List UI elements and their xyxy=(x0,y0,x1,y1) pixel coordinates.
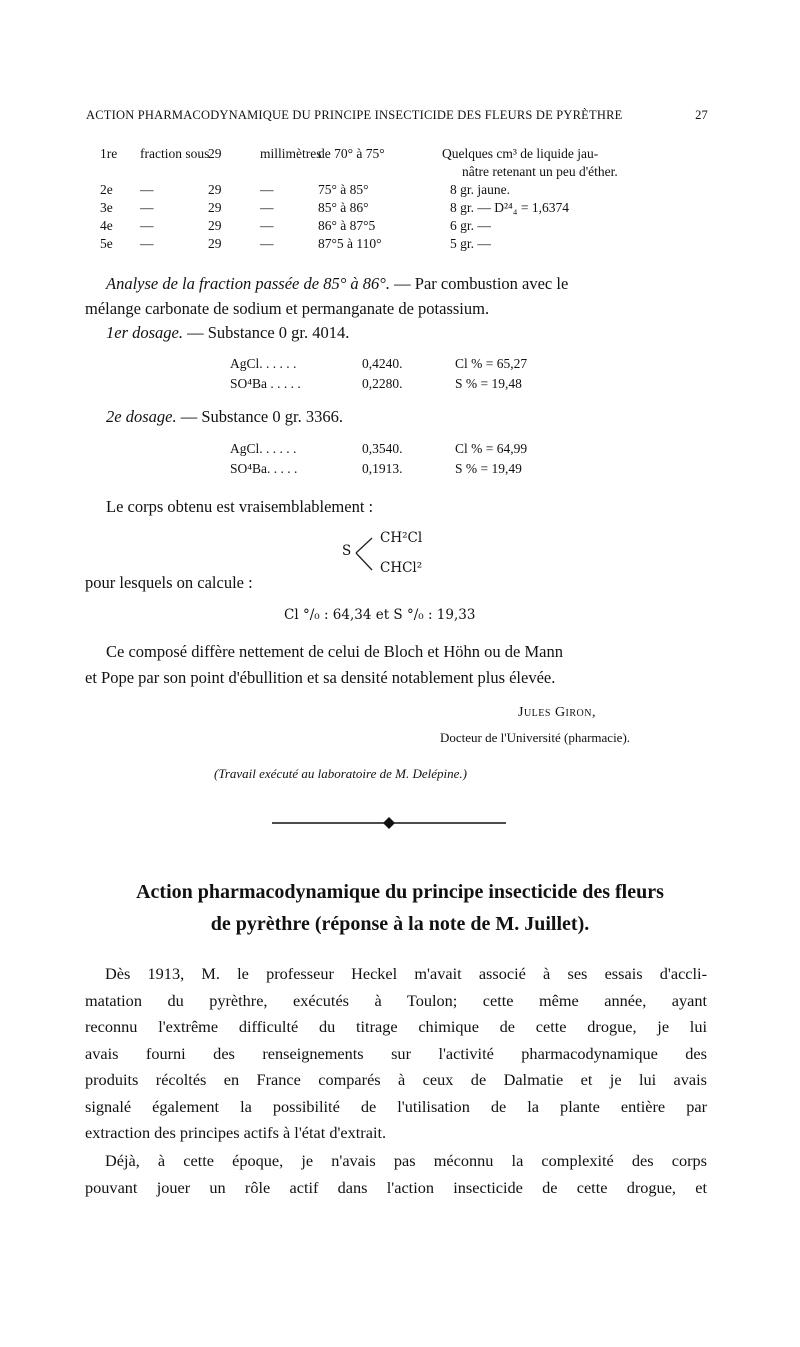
table-cell: — xyxy=(140,236,154,251)
article-title-line-1: Action pharmacodynamique du principe insecticide des fleurs xyxy=(136,881,664,903)
lab-note: (Travail exécuté au laboratoire de M. Delépine.) xyxy=(214,766,467,781)
dosage-2-line: 2e dosage. — Substance 0 gr. 3366. xyxy=(106,407,343,426)
table-cell: 85° à 86° xyxy=(318,200,369,215)
table-cell: millimètres xyxy=(260,146,322,161)
article-paragraph-1: Dès 1913, M. le professeur Heckel m'avait associé à ses essais d'accli- matation du pyrèthre, exécutés à Toulon; cette même année, ayant reconnu l'extrême difficulté du titrage chimique de cette drogue, je lui avais fourni des renseignements sur l'activité pharmacodynamique des produits récoltés en France comparés à ceux de Dalmatie et je lui avais signalé également la possibilité de l'utilisation de la plante entière par extraction des principes actifs à l'état d'extrait. xyxy=(85,964,707,1142)
table-cell: 2e xyxy=(100,182,113,197)
table-cell: 87°5 à 110° xyxy=(318,236,382,251)
table-cell: — xyxy=(260,218,274,233)
table-cell: 86° à 87°5 xyxy=(318,218,376,233)
closing-line-2: et Pope par son point d'ébullition et sa densité notablement plus élevée. xyxy=(85,668,556,687)
table-cell: de 70° à 75° xyxy=(318,146,385,161)
page-number: 27 xyxy=(695,108,708,122)
dosage-1-label: 1er dosage. xyxy=(106,323,183,342)
running-title: ACTION PHARMACODYNAMIQUE DU PRINCIPE INSECTICIDE DES FLEURS DE PYRÈTHRE xyxy=(86,108,623,122)
author-name: Jules Giron, xyxy=(518,705,597,720)
analysis-line-1: Analyse de la fraction passée de 85° à 86°. — Par combustion avec le xyxy=(106,274,569,293)
calc-intro: pour lesquels on calcule : xyxy=(85,573,253,592)
table-cell: 1re xyxy=(100,146,118,161)
table-cell: 8 gr. jaune. xyxy=(450,182,510,197)
table-cell: — xyxy=(260,182,274,197)
formula-top-group: CH²Cl xyxy=(380,530,423,546)
table-cell: — xyxy=(260,200,274,215)
table-cell: fraction sous xyxy=(140,146,210,161)
dosage-1-line: 1er dosage. — Substance 0 gr. 4014. xyxy=(106,323,350,342)
table-cell: — xyxy=(140,218,154,233)
table-cell: nâtre retenant un peu d'éther. xyxy=(462,164,618,179)
table-cell: 8 gr. — D²⁴₄ = 1,6374 xyxy=(450,200,569,215)
dosage-2-label: 2e dosage. xyxy=(106,407,177,426)
table-cell: 6 gr. — xyxy=(450,218,491,233)
table-cell: 29 xyxy=(208,182,222,197)
analysis-heading: Analyse de la fraction passée de 85° à 86°. xyxy=(106,274,391,293)
article-paragraph-2: Déjà, à cette époque, je n'avais pas méconnu la complexité des corps pouvant jouer un rôle actif dans l'action insecticide de cette drogue, et xyxy=(85,1151,707,1197)
table-cell: 5 gr. — xyxy=(450,236,491,251)
formula-bottom-group: CHCl² xyxy=(380,560,423,576)
formula-sulfur: S xyxy=(342,543,352,559)
table-cell: — xyxy=(260,236,274,251)
table-cell: 3e xyxy=(100,200,113,215)
table-cell: 4e xyxy=(100,218,113,233)
table-cell: 29 xyxy=(208,200,222,215)
separator-ornament xyxy=(272,816,506,830)
table-cell: 5e xyxy=(100,236,113,251)
running-header xyxy=(86,108,708,123)
table-cell: 29 xyxy=(208,146,222,161)
analysis-line-2: mélange carbonate de sodium et permanganate de potassium. xyxy=(85,299,490,318)
formula-bonds xyxy=(354,532,376,576)
table-cell: 29 xyxy=(208,236,222,251)
table-cell: Quelques cm³ de liquide jau- xyxy=(442,146,599,161)
conclusion-text: Le corps obtenu est vraisemblablement : xyxy=(106,497,374,516)
table-cell: — xyxy=(140,182,154,197)
table-cell: 75° à 85° xyxy=(318,182,369,197)
table-cell: — xyxy=(140,200,154,215)
closing-line-1: Ce composé diffère nettement de celui de Bloch et Höhn ou de Mann xyxy=(106,642,563,661)
article-title-line-2: de pyrèthre (réponse à la note de M. Juillet). xyxy=(210,913,590,935)
author-title: Docteur de l'Université (pharmacie). xyxy=(440,730,631,745)
table-cell: 29 xyxy=(208,218,222,233)
calc-values: Cl °/₀ : 64,34 et S °/₀ : 19,33 xyxy=(284,607,476,623)
